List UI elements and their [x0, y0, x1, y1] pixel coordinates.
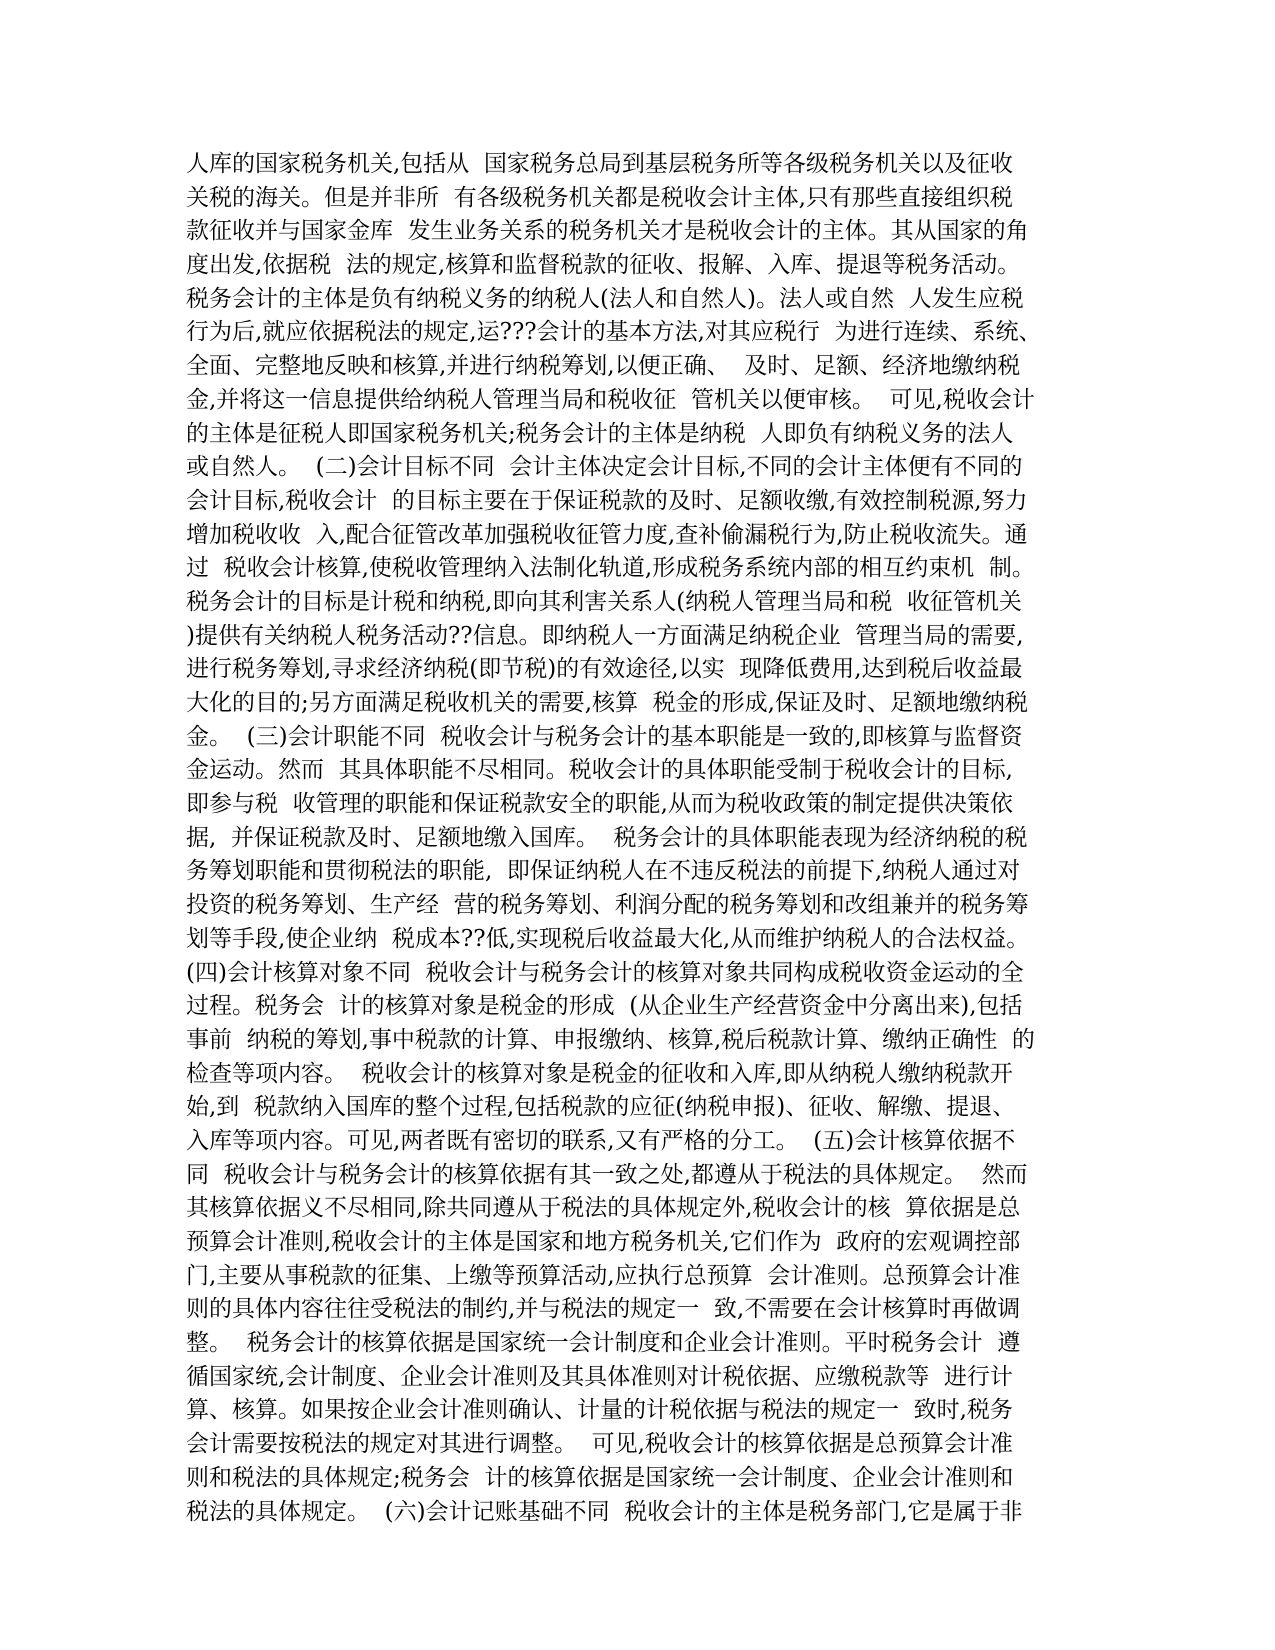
text-line: 预算会计准则,税收会计的主体是国家和地方税务机关,它们作为 政府的宏观调控部 [186, 1229, 1021, 1255]
text-line: 划等手段,使企业纳 税成本??低,实现税后收益最大化,从而维护纳税人的合法权益。 [186, 925, 1030, 952]
body-text [186, 148, 1086, 1529]
text-line: 循国家统,会计制度、企业会计准则及其具体准则对计税依据、应缴税款等 进行计 [186, 1363, 1013, 1390]
text-line: 则和税法的具体规定;税务会 计的核算依据是国家统一会计制度、企业会计准则和 [186, 1464, 1014, 1491]
text-line: 税法的具体规定。 (六)会计记账基础不同 税收会计的主体是税务部门,它是属于非 [186, 1498, 1023, 1525]
text-line: 算、核算。如果按企业会计准则确认、计量的计税依据与税法的规定一 致时,税务 [186, 1397, 1013, 1424]
text-line: 增加税收收 入,配合征管改革加强税收征管力度,查补偷漏税行为,防止税收流失。通 [186, 521, 1028, 548]
text-line: 人库的国家税务机关,包括从 国家税务总局到基层税务所等各级税务机关以及征收 [186, 151, 1013, 177]
text-line: 事前 纳税的筹划,事中税款的计算、申报缴纳、核算,税后税款计算、缴纳正确性 的 [186, 1026, 1035, 1053]
text-line: 据, 并保证税款及时、足额地缴入国库。 税务会计的具体职能表现为经济纳税的税 [186, 824, 1028, 851]
text-line: 则的具体内容往往受税法的制约,并与税法的规定一 致,不需要在会计核算时再做调 [186, 1296, 1021, 1323]
text-line: 的主体是征税人即国家税务机关;税务会计的主体是纳税 人即负有纳税义务的法人 [186, 420, 1014, 447]
text-line: 进行税务筹划,寻求经济纳税(即节税)的有效途径,以实 现降低费用,达到税后收益最 [186, 656, 1023, 683]
text-line: 同 税收会计与税务会计的核算依据有其一致之处,都遵从于税法的具体规定。 然而 [186, 1161, 1028, 1188]
text-line: 检查等项内容。 税收会计的核算对象是税金的征收和入库,即从纳税人缴纳税款开 [186, 1060, 1013, 1087]
text-line: 全面、完整地反映和核算,并进行纳税筹划,以便正确、 及时、足额、经济地缴纳税 [186, 353, 1021, 380]
text-line: 入库等项内容。可见,两者既有密切的联系,又有严格的分工。 (五)会计核算依据不 [186, 1127, 1016, 1154]
text-line: 会计需要按税法的规定对其进行调整。 可见,税收会计的核算依据是总预算会计准 [186, 1431, 1013, 1458]
text-line: 税务会计的主体是负有纳税义务的纳税人(法人和自然人)。法人或自然 人发生应税 [186, 285, 1024, 312]
text-line: 其核算依据义不尽相同,除共同遵从于税法的具体规定外,税收会计的核 算依据是总 [186, 1195, 1021, 1222]
text-line: 度出发,依据税 法的规定,核算和监督税款的征收、报解、入库、提退等税务活动。 [186, 252, 1021, 279]
text-line: 行为后,就应依据税法的规定,运???会计的基本方法,对其应税行 为进行连续、系统、 [186, 319, 1042, 346]
text-line: 税务会计的目标是计税和纳税,即向其利害关系人(纳税人管理当局和税 收征管机关 [186, 588, 1022, 615]
text-line: 投资的税务筹划、生产经 营的税务筹划、利润分配的税务筹划和改组兼并的税务筹 [186, 892, 1029, 919]
text-line: 大化的目的;另方面满足税收机关的需要,核算 税金的形成,保证及时、足额地缴纳税 [186, 690, 1028, 716]
text-line: 过 税收会计核算,使税收管理纳入法制化轨道,形成税务系统内部的相互约束机 制。 [186, 555, 1035, 582]
text-line: )提供有关纳税人税务活动??信息。即纳税人一方面满足纳税企业 管理当局的需要, [186, 622, 1024, 649]
text-line: 或自然人。 (二)会计目标不同 会计主体决定会计目标,不同的会计主体便有不同的 [186, 454, 1023, 481]
text-line: 始,到 税款纳入国库的整个过程,包括税款的应征(纳税申报)、征收、解缴、提退、 [186, 1094, 1016, 1121]
text-line: 过程。税务会 计的核算对象是税金的形成 (从企业生产经营资金中分离出来),包括 [186, 993, 1023, 1020]
text-line: 整。 税务会计的核算依据是国家统一会计制度和企业会计准则。平时税务会计 遵 [186, 1330, 1021, 1357]
text-line: 务筹划职能和贯彻税法的职能, 即保证纳税人在不违反税法的前提下,纳税人通过对 [186, 858, 1021, 885]
text-line: (四)会计核算对象不同 税收会计与税务会计的核算对象共同构成税收资金运动的全 [186, 959, 1024, 986]
text-line: 会计目标,税收会计 的目标主要在于保证税款的及时、足额收缴,有效控制税源,努力 [186, 487, 1028, 514]
text-line: 金运动。然而 其具体职能不尽相同。税收会计的具体职能受制于税收会计的目标, [186, 757, 1013, 784]
text-line: 款征收并与国家金库 发生业务关系的税务机关才是税收会计的主体。其从国家的角 [186, 218, 1029, 245]
text-line: 门,主要从事税款的征集、上缴等预算活动,应执行总预算 会计准则。总预算会计准 [186, 1262, 1021, 1289]
text-line: 即参与税 收管理的职能和保证税款安全的职能,从而为税收政策的制定提供决策依 [186, 791, 1013, 818]
text-line: 关税的海关。但是并非所 有各级税务机关都是税收会计主体,只有那些直接组织税 [186, 184, 1013, 211]
text-line: 金。 (三)会计职能不同 税收会计与税务会计的基本职能是一致的,即核算与监督资 [186, 723, 1023, 750]
text-line: 金,并将这一信息提供给纳税人管理当局和税收征 管机关以便审核。 可见,税收会计 [186, 386, 1035, 413]
